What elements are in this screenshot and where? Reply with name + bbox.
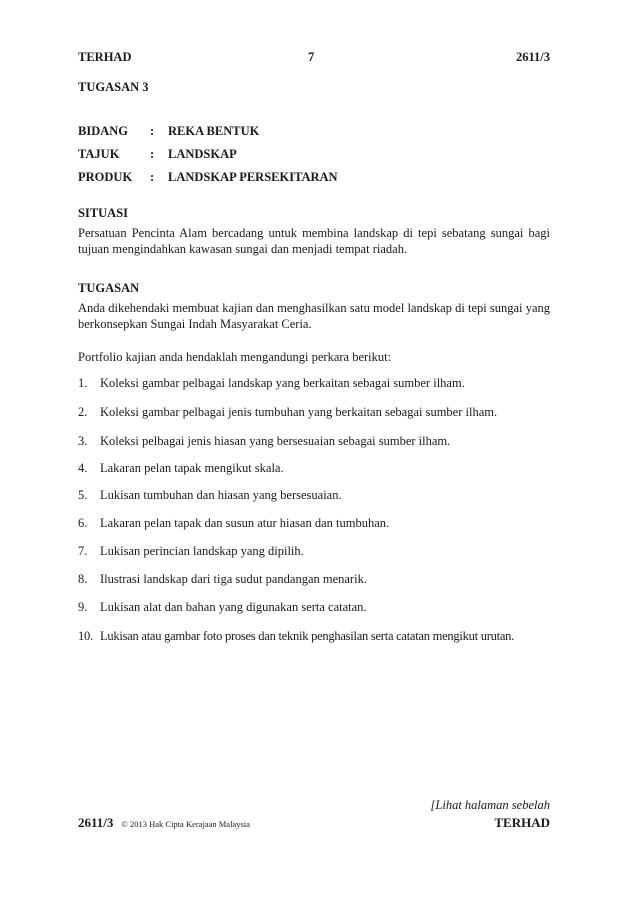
list-item-text: Lakaran pelan tapak dan susun atur hiasan dan tumbuhan.: [100, 516, 390, 530]
list-item-number: 6.: [78, 516, 88, 530]
meta-value-tajuk: LANDSKAP: [168, 147, 237, 161]
footer-copyright: © 2013 Hak Cipta Kerajaan Malaysia: [121, 819, 250, 829]
list-item-number: 7.: [78, 544, 88, 558]
footer-paper-code: 2611/3: [78, 815, 114, 830]
meta-value-produk: LANDSKAP PERSEKITARAN: [168, 170, 338, 184]
list-item-text: Lukisan alat dan bahan yang digunakan serta catatan.: [100, 600, 367, 614]
situasi-heading: SITUASI: [78, 206, 129, 220]
footer-see-next: [431, 798, 550, 813]
list-item-text: Lukisan atau gambar foto proses dan teknik penghasilan serta catatan mengikut urutan.: [100, 629, 515, 643]
meta-sep: :: [150, 147, 155, 161]
list-item-text: Koleksi gambar pelbagai jenis tumbuhan yang berkaitan sebagai sumber ilham.: [100, 405, 498, 419]
list-item-number: 4.: [78, 461, 88, 475]
list-item-text: Lukisan perincian landskap yang dipilih.: [100, 544, 304, 558]
list-item-number: 1.: [78, 376, 88, 390]
tugasan-text: Anda dikehendaki membuat kajian dan menghasilkan satu model landskap di tepi sungai yang berkonsepkan Sungai Indah Masyarakat Ceria.: [78, 301, 550, 331]
list-item-text: Ilustrasi landskap dari tiga sudut pandangan menarik.: [100, 572, 367, 586]
portfolio-intro: Portfolio kajian anda hendaklah mengandungi perkara berikut:: [78, 350, 392, 364]
list-item: [78, 572, 367, 587]
meta-value-bidang: REKA BENTUK: [168, 124, 260, 138]
list-item-number: 3.: [78, 434, 88, 448]
list-item-number: 8.: [78, 572, 88, 586]
situasi-text: Persatuan Pencinta Alam bercadang untuk membina landskap di tepi sebatang sungai bagi tujuan mengindahkan kawasan sungai dan menjadi tempat riadah.: [78, 226, 550, 256]
header-classification: TERHAD: [78, 50, 132, 64]
header-page-number: 7: [308, 50, 315, 64]
list-item-text: Koleksi gambar pelbagai landskap yang berkaitan sebagai sumber ilham.: [100, 376, 465, 390]
meta-label-tajuk: TAJUK: [78, 147, 120, 161]
task-title: TUGASAN 3: [78, 80, 149, 94]
list-item-number: 5.: [78, 488, 88, 502]
list-item-text: Lukisan tumbuhan dan hiasan yang bersesuaian.: [100, 488, 342, 502]
list-item: [78, 461, 284, 476]
meta-sep: :: [150, 124, 155, 138]
footer-see-next-text: [Lihat halaman sebelah: [430, 798, 550, 812]
meta-label-produk: PRODUK: [78, 170, 133, 184]
list-item: [78, 544, 304, 559]
list-item-number: 2.: [78, 405, 88, 419]
list-item: [78, 629, 514, 644]
list-item: [78, 516, 389, 531]
list-item: [78, 434, 450, 449]
meta-sep: :: [150, 170, 155, 184]
list-item-number: 10.: [78, 629, 93, 643]
list-item: [78, 405, 497, 420]
list-item: [78, 488, 342, 503]
list-item-text: Lakaran pelan tapak mengikut skala.: [100, 461, 284, 475]
footer-classification: TERHAD: [494, 815, 550, 830]
list-item-number: 9.: [78, 600, 88, 614]
tugasan-heading: TUGASAN: [78, 281, 140, 295]
list-item: [78, 600, 367, 615]
list-item-text: Koleksi pelbagai jenis hiasan yang bersesuaian sebagai sumber ilham.: [100, 434, 451, 448]
header-paper-code: 2611/3: [515, 50, 550, 64]
footer-code-line: [78, 815, 250, 831]
meta-label-bidang: BIDANG: [78, 124, 129, 138]
list-item: [78, 376, 465, 391]
